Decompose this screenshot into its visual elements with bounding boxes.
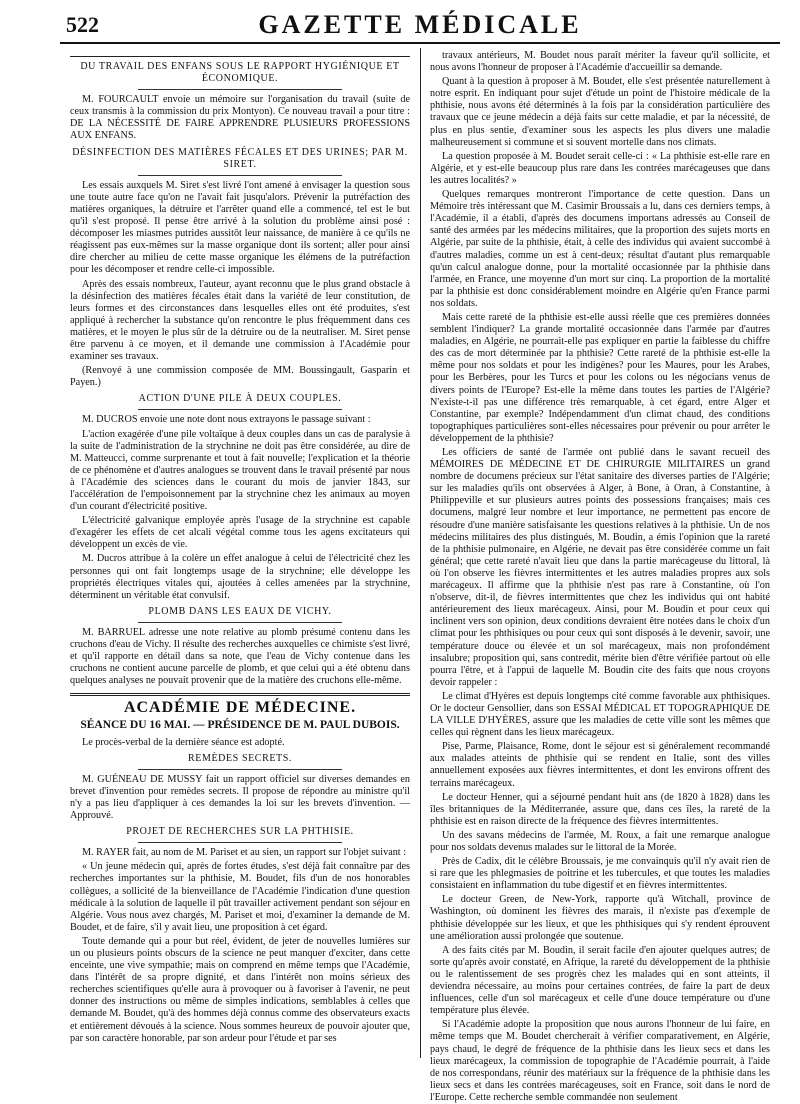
paragraph: Le climat d'Hyères est depuis longtemps cité comme favorable aux phthisiques. Or le docteur Gensollier, dans son ESSAI MÉDICAL ET TOPOGRAPHIQUE DE LA VILLE D'HYÈRES, assure que les maladies de cette ville sont les mêmes que celles qui règnent dans les lieux marécageux. bbox=[430, 690, 770, 739]
section-title: REMÈDES SECRETS. bbox=[187, 752, 293, 764]
divider bbox=[138, 89, 342, 90]
paragraph: La question proposée à M. Boudet serait celle-ci : « La phthisie est-elle rare en Algérie, et y est-elle beaucoup plus rare dans les contrées marécageuses que dans les autres localités? » bbox=[430, 150, 770, 186]
section-title: ACTION D'UNE PILE À DEUX COUPLES. bbox=[138, 393, 342, 405]
paragraph: Pise, Parme, Plaisance, Rome, dont le séjour est si généralement recommandé aux malades atteints de phthisie qui se rendent en Italie, sont des villes annuellement exposées aux fièvres intermittentes, et dont les environs offrent des terrains marécageux. bbox=[430, 741, 770, 789]
paragraph: M. FOURCAULT envoie un mémoire sur l'organisation du travail (suite de ceux transmis à la commission du prix Montyon). Ce nouveau travail a pour titre : DE LA NÉCESSITÉ DE FAIRE APPRENDRE PLUSIEURS PROFESSIONS AUX ENFANS. bbox=[70, 94, 410, 142]
section-title: DÉSINFECTION DES MATIÈRES FÉCALES ET DES URINES; PAR M. SIRET. bbox=[72, 146, 408, 170]
paragraph: Près de Cadix, dit le célèbre Broussais, je me convainquis qu'il n'y avait rien de si rare que les phlegmasies de poitrine et les tubercules, et que toutes les maladies consistaient en inflammation du tube digestif et en fièvres intermittentes. bbox=[430, 856, 770, 892]
paragraph: A des faits cités par M. Boudin, il serait facile d'en ajouter quelques autres; de sorte qu'après avoir constaté, en Afrique, la rareté du développement de la phthisie ou le ralentissement de ses progrès chez les malades qui en sont atteints, il deviendra nécessaire, au moins pour certaines contrées, de faire la part de deux influences, celle d'un sol marécageux et celle d'une douce température ou d'une température plus élevée. bbox=[430, 944, 770, 1017]
seance-heading: SÉANCE DU 16 MAI. — PRÉSIDENCE DE M. PAUL DUBOIS. bbox=[80, 718, 400, 731]
section-title: DU TRAVAIL DES ENFANS SOUS LE RAPPORT HYGIÉNIQUE ET ÉCONOMIQUE. bbox=[80, 61, 400, 85]
paragraph: Le docteur Henner, qui a séjourné pendant huit ans (de 1820 à 1828) dans les îles britanniques de la Méditerranée, assure que, dans ces îles, la rareté de la phthisie est en raison directe de la fréquence des fièvres intermittentes. bbox=[430, 791, 770, 827]
paragraph: Les officiers de santé de l'armée ont publié dans le savant recueil des MÉMOIRES DE MÉDECINE ET DE CHIRURGIE MILITAIRES un grand nombre de documens précieux sur l'état sanitaire des diverses parties de l'Algérie; sur les maladies qu'ils ont observées à Alger, à Bone, à Oran, à Constantine, à Philippeville et sur plusieurs autres points des possessions françaises; mais ces documens, malgré leur nombre et leur importance, ne permettent pas encore de résoudre d'une manière satisfaisante les questions relatives à la phthisie. Un de nos médecins militaires des plus distingués, M. Boudin, a émis l'opinion que la rareté de la phthisie pulmonaire, en Algérie, ne devait pas être considérée comme un fait général; que cette rareté n'avait lieu que dans la partie marécageuse du littoral, là où l'on observe les fièvres intermittentes et les autres maladies propres aux sols marécageux. Il affirme que la phthisie n'est pas rare à Constantine, où l'on n'observe, dit-il, de fièvres intermittentes que chez les individus qui ont habité antérieurement des lieux marécageux. Ainsi, pour M. Boudin et pour ceux qui inclinent vers son opinion, deux conditions devraient être notées dans le choix d'un climat pour les phthisiques ou pour ceux qui sont disposés à le devenir, savoir, une température douce ou élevée et un sol marécageux, mais non profondément insalubre; proposition qui, sans contredit, mérite bien d'être vérifiée partout où elle pourra l'être, et à l'appui de laquelle M. Boudin cite des faits que nous croyons devoir rappeler : bbox=[430, 447, 770, 688]
paragraph: L'action exagérée d'une pile voltaïque à deux couples dans un cas de paralysie à la suite de l'administration de la strychnine ne doit pas être considérée, au dire de M. Matteucci, comme surprenante et tout à fait nouvelle; l'explication et la théorie de ce phénomène et d'autres analogues se trouvent dans le travail présenté par nous à l'Académie des sciences dans le courant du mois de janvier 1843, sur l'accélération de l'empoisonnement par la strychnine chez les animaux au moyen d'un courant d'électricité positive. bbox=[70, 428, 410, 513]
divider bbox=[138, 769, 342, 770]
right-column bbox=[430, 50, 770, 1103]
divider bbox=[70, 56, 410, 57]
paragraph: Les essais auxquels M. Siret s'est livré l'ont amené à envisager la question sous une toute autre face qu'on ne l'avait fait jusqu'alors. Prévenir la putréfaction des matières organiques, la détruire et l'arrêter quand elle a commencé, tel est le but qu'il s'est proposé. Il pense être arrivé à la solution du problème ainsi posé : décomposer les miasmes putrides aussitôt leur naissance, de manière à ce qu'ils ne réagissent pas eux-mêmes sur la masse organique dont ils sortent; aller pour ainsi dire chercher au milieu de cette masse organique les élémens de la putréfaction pour les décomposer et rendre celle-ci impossible. bbox=[70, 179, 410, 276]
paragraph: Si l'Académie adopte la proposition que nous aurons l'honneur de lui faire, en même temps que M. Boudet chercherait à vérifier comparativement, en Algérie, pays chaud, le degré de fréquence de la phthisie dans les lieux secs et dans les lieux marécageux, la commission de topographie de l'Académie pourrait, à l'aide de nos correspondans, réunir des matériaux sur la fréquence de la phthisie dans les lieux secs et dans les contrées marécageuses, soit en France, soit dans le nord de l'Europe. Cette recherche semble commandée non seulement bbox=[430, 1019, 770, 1103]
paragraph: Le docteur Green, de New-York, rapporte qu'à Witchall, province de Washington, où dominent les fièvres des marais, il n'existe pas d'exemple de phthisie développée sur les lieux, et que les phthisiques qui s'y rendent éprouvent une amélioration aussi prolongée que soutenue. bbox=[430, 894, 770, 942]
paragraph: M. GUÉNEAU DE MUSSY fait un rapport officiel sur diverses demandes en brevet d'invention pour remèdes secrets. Il propose de répondre au ministre qu'il n'y a pas lieu d'appliquer à ces demandes la loi sur les brevets d'invention. — Approuvé. bbox=[70, 773, 410, 822]
paragraph: Un des savans médecins de l'armée, M. Roux, a fait une remarque analogue pour nos soldats devenus malades sur le littoral de la Morée. bbox=[430, 829, 770, 853]
paragraph: M. DUCROS envoie une note dont nous extrayons le passage suivant : bbox=[82, 414, 371, 426]
divider bbox=[138, 842, 342, 843]
divider bbox=[138, 622, 342, 623]
paragraph: M. RAYER fait, au nom de M. Pariset et au sien, un rapport sur l'objet suivant : bbox=[82, 847, 407, 859]
paragraph: (Renvoyé à une commission composée de MM. Boussingault, Gasparin et Payen.) bbox=[70, 365, 410, 389]
paragraph: Toute demande qui a pour but réel, évident, de jeter de nouvelles lumières sur un ou plusieurs points obscurs de la science ne peut manquer d'exciter, dans cette enceinte, une vive sympathie; mais on comprend en même temps que l'Académie, dans l'intérêt de sa propre dignité, et dans l'intérêt non moins sérieux des recherches scientifiques qu'elle aura à provoquer ou à favoriser à l'avenir, ne peut donner des instructions ou même de simples indications, semblables à celles que demande M. Boudet, qu'à des hommes déjà connus comme des observateurs exacts et entièrement dévoués à la science. Nous sommes heureux de pouvoir ajouter que, par son caractère honorable, par son ardeur pour l'étude et par ses bbox=[70, 935, 410, 1044]
paragraph: travaux antérieurs, M. Boudet nous paraît mériter la faveur qu'il sollicite, et nous avons l'honneur de proposer à l'Académie d'accueillir sa demande. bbox=[430, 50, 770, 74]
paragraph: Quelques remarques montreront l'importance de cette question. Dans un Mémoire très intéressant que M. Casimir Broussais a lu, dans ces derniers temps, à l'Académie, il a établi, d'après des documens importans adressés au Conseil de santé des armées par les médecins militaires, que la proportion des sujets morts en Algérie, par suite de la phthisie, était, à celle des individus qui avaient succombé à d'autres maladies, comme un est à cent-deux; résultat d'autant plus remarquable qu'un calcul analogue donne, pour la mortalité occasionnée par la phthisie dans l'armée, en France, une moyenne d'un mort sur cinq. La proportion de la mortalité par la phthisie est donc considérablement moindre en Algérie qu'en France parmi nos soldats. bbox=[430, 189, 770, 309]
paragraph: « Un jeune médecin qui, après de fortes études, s'est déjà fait connaître par des recherches importantes sur la phthisie, M. Boudet, fils d'un de nos honorables collègues, a sollicité de la bienveillance de l'Académie l'indication d'une question médicale à la solution de laquelle il pût travailler activement pendant son séjour en Algérie. Vous nous avez chargés, M. Pariset et moi, d'examiner la demande de M. Boudet, et de faire, s'il y avait lieu, une proposition à cet égard. bbox=[70, 861, 410, 933]
page-title: GAZETTE MÉDICALE bbox=[258, 10, 582, 39]
divider bbox=[138, 409, 342, 410]
double-divider bbox=[70, 693, 410, 696]
section-title: PLOMB DANS LES EAUX DE VICHY. bbox=[148, 605, 332, 617]
academie-title: ACADÉMIE DE MÉDECINE. bbox=[123, 699, 357, 717]
divider bbox=[138, 175, 342, 176]
paragraph: L'électricité galvanique employée après l'usage de la strychnine est capable d'exagérer les effets de cet alcali végétal comme tous les agens excitateurs qui développent un excès de vie. bbox=[70, 515, 410, 551]
paragraph: Quant à la question à proposer à M. Boudet, elle s'est présentée naturellement à notre esprit. En indiquant pour sujet d'étude un point de l'histoire médicale de la phthisie, nous avons été déterminés à la fois par la considération particulière des travaux que ce jeune médecin a déjà faits sur cette maladie, et par la nécessité, de plus en plus sentie, d'examiner sous les aspects les plus divers une maladie malheureusement si commune et si souvent mortelle dans nos climats. bbox=[430, 76, 770, 148]
left-column bbox=[70, 50, 410, 1060]
page-header bbox=[60, 6, 780, 44]
paragraph: Mais cette rareté de la phthisie est-elle aussi réelle que ces premières données semblent l'indiquer? La grande mortalité occasionnée dans l'armée par d'autres maladies, en Algérie, ne pourrait-elle pas expliquer en partie la faiblesse du chiffre des cas de mort déterminée par la phthisie? Cette rareté de la phthisie est-elle la même pour nos soldats et pour les indigènes? pour les Maures, pour les Arabes, pour les Berbères, pour les Turcs et pour les colons ou les négocians venus de divers points de l'Europe? Est-elle la même dans toutes les parties de l'Algérie? N'existe-t-il pas une différence très remarquable, à cet égard, entre Alger et Constantine, par exemple? Indépendamment d'un climat chaud, des conditions topographiques particulières sont-elles nécessaires pour prévenir ou pour arrêter le développement de la phthisie? bbox=[430, 311, 770, 444]
page-number: 522 bbox=[66, 12, 99, 37]
section-title: PROJET DE RECHERCHES SUR LA PHTHISIE. bbox=[126, 826, 354, 838]
paragraph: M. Ducros attribue à la colère un effet analogue à celui de l'électricité chez les personnes qui ont fait longtemps usage de la strychnine; elle développe les propriétés électriques vitales qui, ajoutées à celles amenées par la strychnine, déterminent un véritable état convulsif. bbox=[70, 553, 410, 601]
paragraph: Après des essais nombreux, l'auteur, ayant reconnu que le plus grand obstacle à la désinfection des matières fécales était dans la variété de leur constitution, de leurs formes et des circonstances dans lesquelles elles ont été produites, s'est appliqué à rechercher la substance qu'on rencontre le plus fréquemment dans ces matières, et le moyen le plus sûr de la détruire ou de la neutraliser. M. Siret pense être parvenu à ce moyen, et il demande une commission à l'Académie pour examiner ses travaux. bbox=[70, 278, 410, 363]
paragraph: M. BARRUEL adresse une note relative au plomb présumé contenu dans les cruchons d'eau de Vichy. Il résulte des recherches auxquelles ce chimiste s'est livré, et qu'il rapporte en détail dans sa note, que l'eau de Vichy contenue dans les cruchons ne contient aucune parcelle de plomb, et que celui qui a été obtenu dans quelques analyses ne pouvait provenir que de la matière des cruchons elle-même. bbox=[70, 626, 410, 687]
paragraph: Le procès-verbal de la dernière séance est adopté. bbox=[82, 736, 285, 748]
column-rule bbox=[420, 48, 421, 1058]
